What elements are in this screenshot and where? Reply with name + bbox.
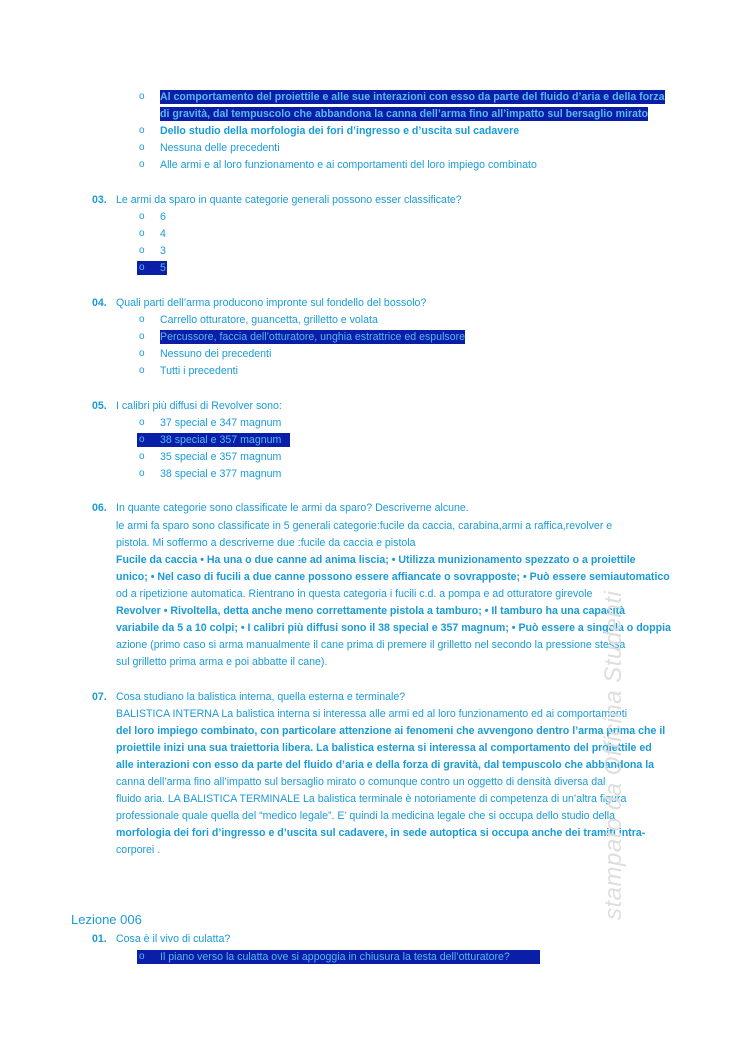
question-text: Le armi da sparo in quante categorie generali possono esser classificate? — [116, 194, 462, 206]
answer-line: BALISTICA INTERNA La balistica interna si interessa alle armi ed al loro funzionamento ed ai comportamenti — [116, 708, 628, 720]
question-text: Quali parti dell’arma producono impronte sul fondello del bossolo? — [116, 297, 427, 309]
question-text: Cosa è il vivo di culatta? — [116, 933, 231, 945]
answer-line: le armi fa sparo sono classificate in 5 generali categorie:fucile da caccia, carabina,armi a raffica,revolver e — [116, 520, 613, 532]
question-text: Cosa studiano la balistica interna, quella esterna e terminale? — [116, 691, 406, 703]
answer-line: professionale quale quella del “medico legale”. E’ quindi la medicina legale che si occupa dello studio della — [116, 810, 616, 822]
answer-line: od a ripetizione automatica. Rientrano in questa categoria i fucili c.d. a pompa e ad otturatore girevole — [116, 588, 593, 600]
question-number: 01. — [92, 933, 107, 945]
bullet-icon: o — [139, 262, 145, 273]
answer-line: morfologia dei fori d’ingresso e d’uscita sul cadavere, in sede autoptica si occupa anche dei tramiti intra- — [116, 827, 646, 839]
question-number: 06. — [92, 502, 107, 514]
q02-option-3[interactable]: Nessuna delle precedenti — [160, 142, 280, 154]
bullet-icon: o — [139, 314, 145, 325]
bullet-icon: o — [139, 159, 145, 170]
question-number: 05. — [92, 400, 107, 412]
q02-option-1-line-1[interactable]: Al comportamento del proiettile e alle sue interazioni con esso da parte del fluido d’aria e della forza — [160, 91, 665, 103]
answer-line: alle interazioni con esso da parte del fluido d’aria e della forza di gravità, dal tempuscolo che abbandona la — [116, 759, 655, 771]
q05-option-3[interactable]: 35 special e 357 magnum — [160, 451, 282, 463]
answer-line: del loro impiego combinato, con particolare attenzione ai fenomeni che avvengono dentro l’arma prima che il — [116, 725, 666, 737]
bullet-icon: o — [139, 417, 145, 428]
bullet-icon: o — [139, 91, 145, 102]
bullet-icon: o — [139, 951, 145, 962]
question-text: I calibri più diffusi di Revolver sono: — [116, 400, 282, 412]
bullet-icon: o — [139, 228, 145, 239]
bullet-icon: o — [139, 125, 145, 136]
bullet-icon: o — [139, 451, 145, 462]
bullet-icon: o — [139, 245, 145, 256]
question-number: 03. — [92, 194, 107, 206]
bullet-icon: o — [139, 348, 145, 359]
q04-option-4[interactable]: Tutti i precedenti — [160, 365, 238, 377]
bullet-icon: o — [139, 331, 145, 342]
answer-line: canna dell’arma fino all’impatto sul bersaglio mirato o comunque contro un oggetto di densità diversa dal — [116, 776, 606, 788]
q03-option-2[interactable]: 4 — [160, 228, 166, 240]
q03-option-1[interactable]: 6 — [160, 211, 166, 223]
answer-line: Revolver • Rivoltella, detta anche meno correttamente pistola a tamburo; • Il tamburo ha una capacità — [116, 605, 625, 617]
q04-option-2[interactable]: Percussore, faccia dell’otturatore, unghia estrattrice ed espulsore — [160, 331, 466, 343]
q02-option-4[interactable]: Alle armi e al loro funzionamento e ai comportamenti del loro impiego combinato — [160, 159, 537, 171]
lesson-q01-option-1: Il piano verso la culatta ove si appoggia in chiusura la testa dell’otturatore? — [160, 951, 510, 963]
q05-option-2-highlight[interactable] — [137, 433, 290, 447]
answer-line: Fucile da caccia • Ha una o due canne ad anima liscia; • Utilizza munizionamento spezzato o a proiettile — [116, 554, 636, 566]
q02-option-2[interactable]: Dello studio della morfologia dei fori d’ingresso e d’uscita sul cadavere — [160, 125, 520, 137]
answer-line: variabile da 5 a 10 colpi; • I calibri più diffusi sono il 38 special e 357 magnum; • Può essere a singola o doppia — [116, 622, 671, 634]
answer-line: proiettile inizi una sua traiettoria libera. La balistica esterna si interessa al comportamento del proiettile ed — [116, 742, 652, 754]
answer-line: fluido aria. LA BALISTICA TERMINALE La balistica terminale è notoriamente di competenza di un’altra figura — [116, 793, 627, 805]
question-text: In quante categorie sono classificate le armi da sparo? Descriverne alcune. — [116, 502, 469, 514]
lesson-q01-option-1-highlight[interactable] — [137, 950, 540, 964]
bullet-icon: o — [139, 468, 145, 479]
watermark: stampato da Officina Studenti — [600, 590, 627, 920]
q05-option-4[interactable]: 38 special e 377 magnum — [160, 468, 282, 480]
q04-option-1[interactable]: Carrello otturatore, guancetta, grilletto e volata — [160, 314, 378, 326]
answer-line: azione (primo caso si arma manualmente il cane prima di premere il grilletto nel secondo la pressione stessa — [116, 639, 626, 651]
bullet-icon: o — [139, 142, 145, 153]
q03-option-3[interactable]: 3 — [160, 245, 166, 257]
lesson-title: Lezione 006 — [71, 912, 142, 927]
q05-option-1[interactable]: 37 special e 347 magnum — [160, 417, 282, 429]
bullet-icon: o — [139, 211, 145, 222]
q04-option-3[interactable]: Nessuno dei precedenti — [160, 348, 272, 360]
q05-option-2: 38 special e 357 magnum — [160, 434, 282, 446]
question-number: 04. — [92, 297, 107, 309]
question-number: 07. — [92, 691, 107, 703]
q03-option-4: 5 — [160, 262, 166, 274]
bullet-icon: o — [139, 365, 145, 376]
answer-line: pistola. Mi soffermo a descriverne due :fucile da caccia e pistola — [116, 537, 416, 549]
answer-line: corporei . — [116, 844, 161, 856]
bullet-icon: o — [139, 434, 145, 445]
answer-line: unico; • Nel caso di fucili a due canne possono essere affiancate o sovrapposte; • Può essere semiautomatico — [116, 571, 670, 583]
q03-option-4-highlight[interactable] — [137, 261, 167, 275]
q02-option-1-line-2[interactable]: di gravità, dal tempuscolo che abbandona la canna dell’arma fino all’impatto sul bersaglio mirato — [160, 108, 649, 120]
answer-line: sul grilletto prima arma e poi abbatte il cane). — [116, 656, 328, 668]
